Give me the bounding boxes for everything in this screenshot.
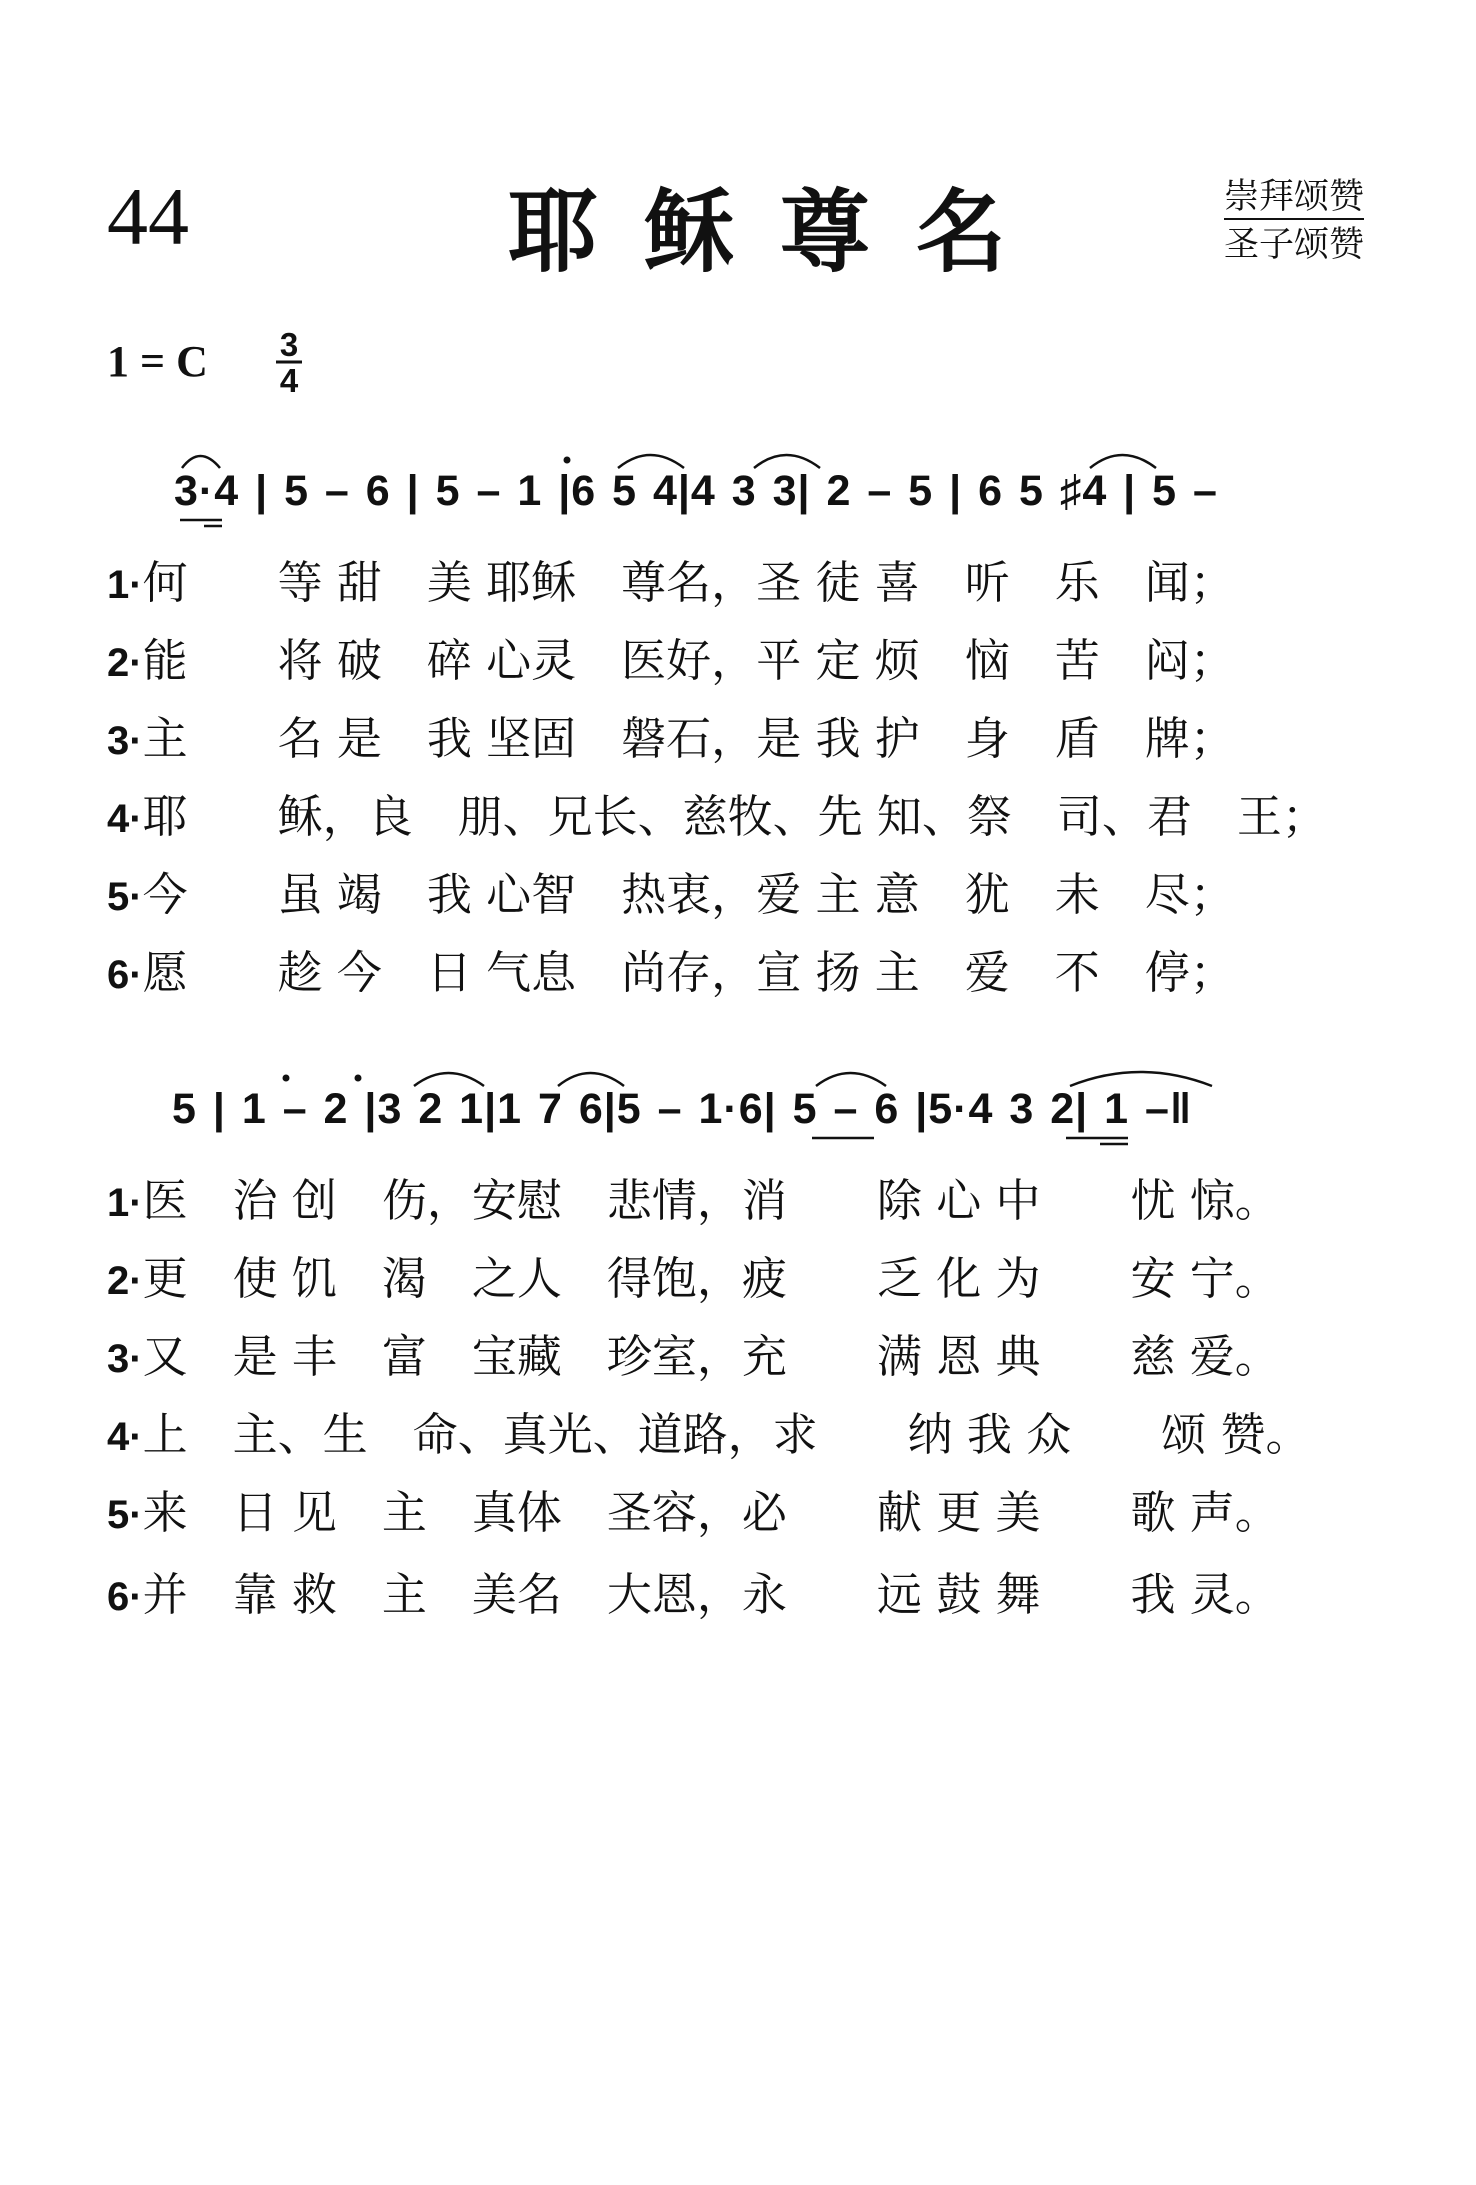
verse-number: 5· [107, 875, 143, 919]
lyric-text: 来 日 见 主 真体 圣容，必 献 更 美 歌 声。 [142, 1486, 1280, 1539]
notation-line-1: 3·4 | 5 – 6 | 5 – 1 |6 5 4|4 3 3| 2 – 5 | 6 5 ♯4 | 5 – [174, 467, 1218, 515]
verse-2-line-2 [107, 1252, 1280, 1305]
verse-5-line-2 [107, 1486, 1280, 1539]
verse-number: 4· [107, 797, 143, 841]
verse-number: 3· [107, 1337, 143, 1381]
verse-6-line-2 [107, 1568, 1280, 1621]
verse-number: 3· [107, 719, 143, 763]
category-secondary: 圣子颂赞 [1224, 225, 1365, 265]
lyric-text: 又 是 丰 富 宝藏 珍室，充 满 恩 典 慈 爱。 [142, 1330, 1280, 1383]
lyric-text: 耶 稣，良 朋、兄长、慈牧、先 知、祭 司、君 王； [142, 790, 1327, 843]
time-signature-beats: 3 [279, 326, 299, 363]
verse-3-line-2 [107, 1330, 1280, 1383]
lyric-text: 并 靠 救 主 美名 大恩，永 远 鼓 舞 我 灵。 [142, 1568, 1280, 1621]
verse-number: 6· [107, 953, 143, 997]
lyric-text: 上 主、生 命、真光、道路，求 纳 我 众 颂 赞。 [142, 1408, 1311, 1461]
hymn-title: 耶稣尊名 [508, 180, 1052, 285]
verse-1-line-2 [107, 1174, 1280, 1227]
verse-number: 6· [107, 1575, 143, 1619]
lyric-text: 主 名 是 我 坚固 磐石，是 我 护 身 盾 牌； [142, 712, 1235, 765]
verse-number: 5· [107, 1493, 143, 1537]
lyric-text: 更 使 饥 渴 之人 得饱，疲 乏 化 为 安 宁。 [142, 1252, 1280, 1305]
lyric-text: 愿 趁 今 日 气息 尚存，宣 扬 主 爱 不 停； [142, 946, 1235, 999]
lyric-text: 何 等 甜 美 耶稣 尊名，圣 徒 喜 听 乐 闻； [142, 556, 1235, 609]
category-primary: 崇拜颂赞 [1224, 180, 1364, 220]
lyric-text: 医 治 创 伤，安慰 悲情，消 除 心 中 忧 惊。 [142, 1174, 1280, 1227]
verse-4-line-2 [107, 1408, 1311, 1461]
verse-number: 1· [107, 563, 143, 607]
time-signature-unit: 4 [279, 362, 299, 399]
verse-number: 2· [107, 641, 143, 685]
lyric-text: 今 虽 竭 我 心智 热衷，爱 主 意 犹 未 尽； [142, 868, 1235, 921]
verse-number: 1· [107, 1181, 143, 1225]
notation-line-2: 5 | 1 – 2 |3 2 1|1 7 6|5 – 1·6| 5 – 6 |5·4 3 2| 1 –‖ [172, 1085, 1193, 1133]
verse-number: 4· [107, 1415, 143, 1459]
hymn-number: 44 [107, 171, 189, 262]
lyric-text: 能 将 破 碎 心灵 医好，平 定 烦 恼 苦 闷； [142, 634, 1235, 687]
key-signature: 1 = C [107, 337, 208, 386]
verse-number: 2· [107, 1259, 143, 1303]
